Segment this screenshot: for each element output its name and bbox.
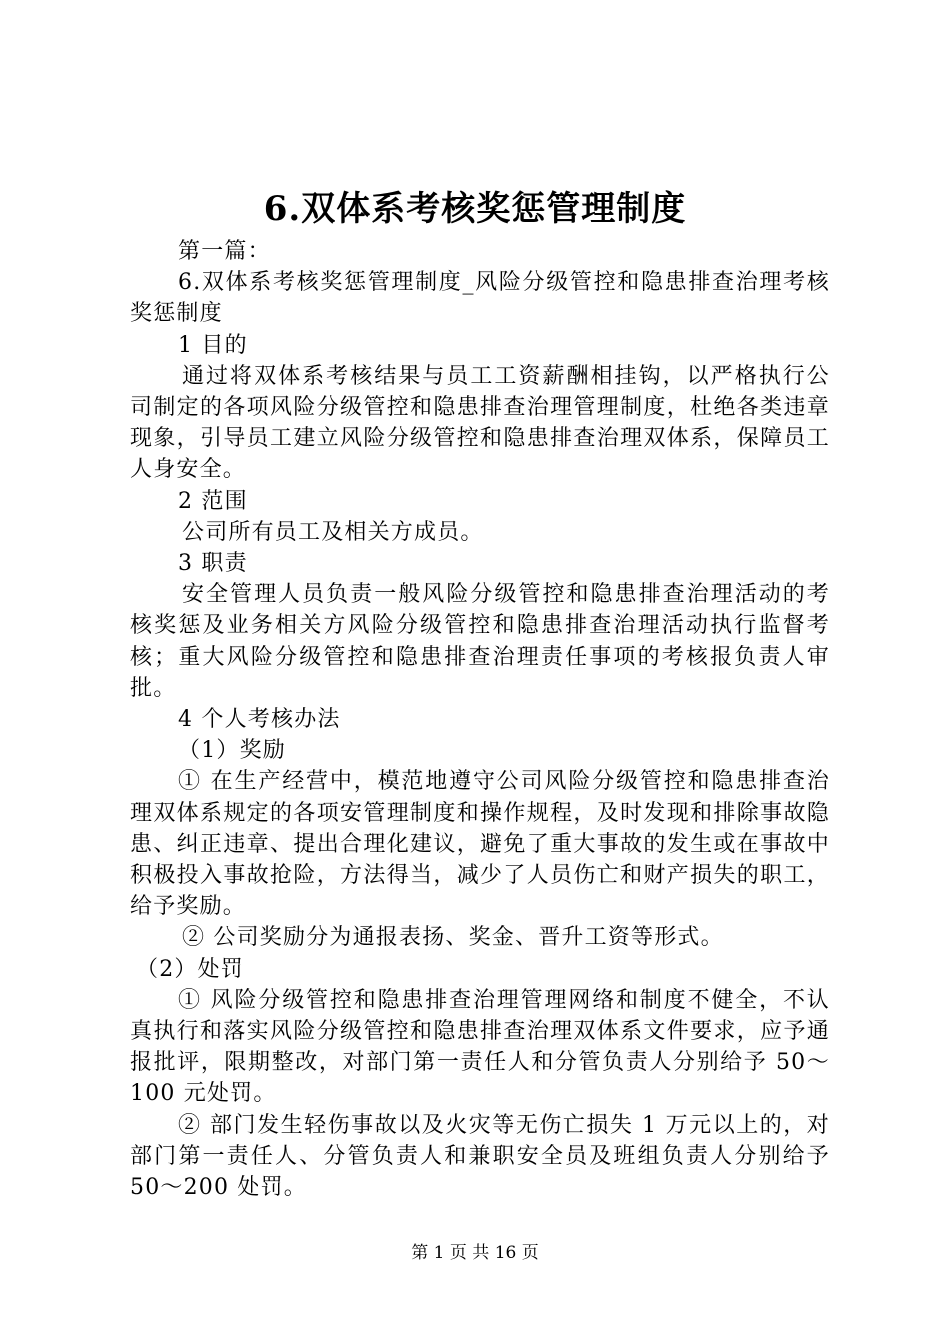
paragraph-purpose: 通过将双体系考核结果与员工工资薪酬相挂钩，以严格执行公司制定的各项风险分级管控和隐患排查治理管理制度，杜绝各类违章现象，引导员工建立风险分级管控和隐患排查治理双体系，保障员工人身安全。	[130, 363, 830, 483]
page-number-footer: 第 1 页 共 16 页	[411, 1243, 539, 1263]
paragraph-heading-assessment: 4 个人考核办法	[178, 707, 341, 733]
paragraph-heading-penalty: （2）处罚	[136, 956, 244, 982]
paragraph-heading-scope: 2 范围	[178, 488, 248, 514]
paragraph-heading-reward: （1）奖励	[178, 738, 286, 764]
paragraph-duties: 安全管理人员负责一般风险分级管控和隐患排查治理活动的考核奖惩及业务相关方风险分级管控和隐患排查治理活动执行监督考核；重大风险分级管控和隐患排查治理责任事项的考核报负责人审批。	[130, 582, 830, 701]
paragraph-subtitle: 6.双体系考核奖惩管理制度_风险分级管控和隐患排查治理考核奖惩制度	[130, 270, 830, 327]
paragraph-reward-1: ① 在生产经营中，模范地遵守公司风险分级管控和隐患排查治理双体系规定的各项安管理制度和操作规程，及时发现和排除事故隐患、纠正违章、提出合理化建议，避免了重大事故的发生或在事故中积极投入事故抢险，方法得当，减少了人员伤亡和财产损失的职工，给予奖励。	[130, 769, 830, 920]
document-title: 6.双体系考核奖惩管理制度	[263, 189, 687, 229]
paragraph-penalty-2: ② 部门发生轻伤事故以及火灾等无伤亡损失 1 万元以上的，对部门第一责任人、分管负责人和兼职安全员及班组负责人分别给予 50～200 处罚。	[130, 1112, 830, 1201]
paragraph-reward-2: ② 公司奖励分为通报表扬、奖金、晋升工资等形式。	[182, 925, 724, 951]
document-body	[130, 236, 830, 1203]
paragraph-heading-duties: 3 职责	[178, 551, 248, 577]
paragraph-heading-purpose: 1 目的	[178, 332, 248, 358]
paragraph-section-heading: 第一篇：	[178, 239, 271, 264]
paragraph-scope: 公司所有员工及相关方成员。	[182, 519, 484, 545]
paragraph-penalty-1: ① 风险分级管控和隐患排查治理管理网络和制度不健全，不认真执行和落实风险分级管控和隐患排查治理双体系文件要求，应予通报批评，限期整改，对部门第一责任人和分管负责人分别给予 50～100 元处罚。	[130, 987, 830, 1107]
